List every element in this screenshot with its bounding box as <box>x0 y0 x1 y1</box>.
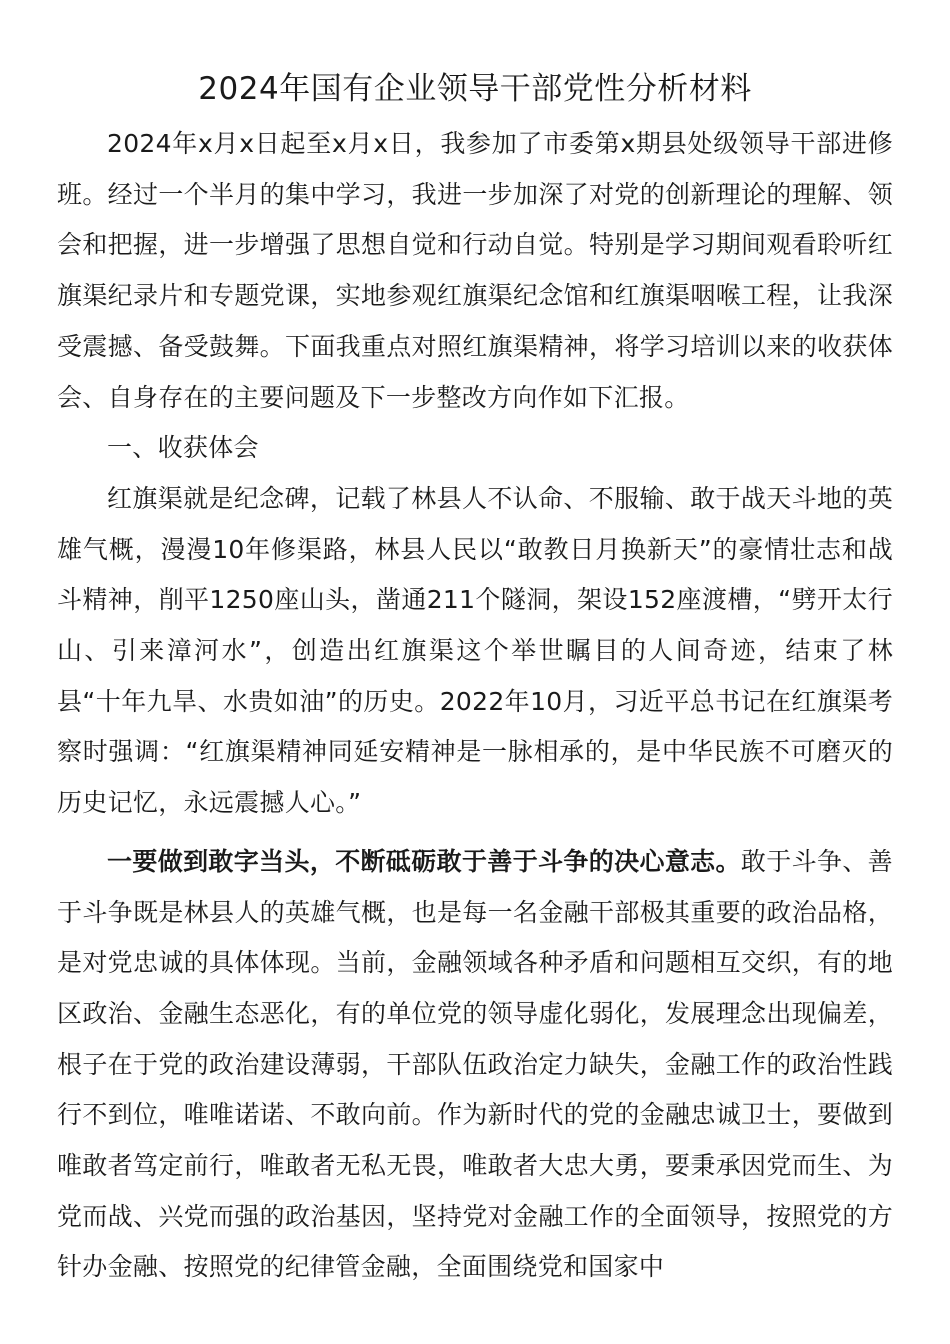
document-page <box>57 62 893 1293</box>
section-heading: 一、收获体会 <box>107 433 259 463</box>
intro-paragraph: 2024年x月x日起至x月x日，我参加了市委第x期县处级领导干部进修班。经过一个半月的集中学习，我进一步加深了对党的创新理论的理解、领会和把握，进一步增强了思想自觉和行动自觉。特别是学习期间观看聆听红旗渠纪录片和专题党课，实地参观红旗渠纪念馆和红旗渠咽喉工程，让我深受震撼、备受鼓舞。下面我重点对照红旗渠精神，将学习培训以来的收获体会、自身存在的主要问题及下一步整改方向作如下汇报。 <box>57 129 893 412</box>
document-title: 2024年国有企业领导干部党性分析材料 <box>198 71 752 107</box>
point-one-paragraph <box>57 837 893 1293</box>
red-flag-canal-paragraph: 红旗渠就是纪念碑，记载了林县人不认命、不服输、敢于战天斗地的英雄气概，漫漫10年修渠路，林县人民以“敢教日月换新天”的豪情壮志和战斗精神，削平1250座山头，凿通211个隧洞，架设152座渡槽，“劈开太行山、引来漳河水”，创造出红旗渠这个举世瞩目的人间奇迹，结束了林县“十年九旱、水贵如油”的历史。2022年10月，习近平总书记在红旗渠考察时强调：“红旗渠精神同延安精神是一脉相承的，是中华民族不可磨灭的历史记忆，永远震撼人心。” <box>57 483 893 818</box>
point-one-lead: 一要做到敢字当头，不断砥砺敢于善于斗争的决心意志。 <box>107 846 741 876</box>
point-one-body: 敢于斗争、善于斗争既是林县人的英雄气概，也是每一名金融干部极其重要的政治品格，是对党忠诚的具体体现。当前，金融领域各种矛盾和问题相互交织，有的地区政治、金融生态恶化，有的单位党的领导虚化弱化，发展理念出现偏差，根子在于党的政治建设薄弱，干部队伍政治定力缺失，金融工作的政治性践行不到位，唯唯诺诺、不敢向前。作为新时代的党的金融忠诚卫士，要做到唯敢者笃定前行，唯敢者无私无畏，唯敢者大忠大勇，要秉承因党而生、为党而战、兴党而强的政治基因，坚持党对金融工作的全面领导，按照党的方针办金融、按照党的纪律管金融，全面围绕党和国家中 <box>57 846 893 1282</box>
